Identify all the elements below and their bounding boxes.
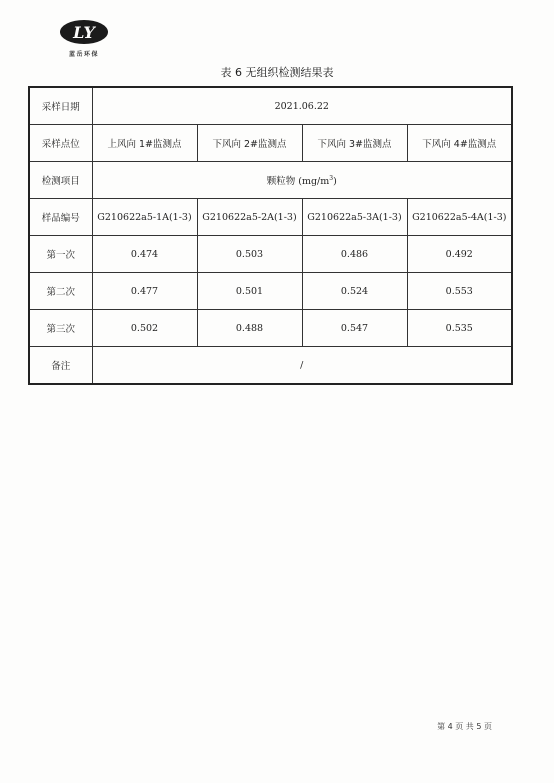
logo-caption: 蓝岳环保 [68, 51, 99, 58]
table-title: 表 6 无组织检测结果表 [220, 66, 334, 79]
company-logo [56, 16, 112, 62]
table-row [29, 125, 512, 162]
sampling-date-label: 采样日期 [29, 87, 92, 125]
result-value: 0.492 [407, 236, 512, 273]
result-value: 0.524 [302, 273, 407, 310]
sampling-point-3: 下风向 3#监测点 [302, 125, 407, 162]
remark-label: 备注 [29, 347, 92, 385]
result-value: 0.502 [92, 310, 197, 347]
result-value: 0.477 [92, 273, 197, 310]
sampling-point-1: 上风向 1#监测点 [92, 125, 197, 162]
sampling-point-label: 采样点位 [29, 125, 92, 162]
row-label: 第三次 [29, 310, 92, 347]
test-item-unit: $(mg/m^3)$ [298, 174, 337, 187]
result-value: 0.501 [197, 273, 302, 310]
table-row [29, 199, 512, 236]
logo-ly-icon [56, 16, 112, 48]
page-number: 第 4 页 共 5 页 [437, 722, 492, 731]
result-value: 0.474 [92, 236, 197, 273]
remark-value: / [92, 347, 512, 385]
table-row [29, 162, 512, 199]
table-row [29, 273, 512, 310]
sample-id-label: 样品编号 [29, 199, 92, 236]
sampling-point-2: 下风向 2#监测点 [197, 125, 302, 162]
result-value: 0.503 [197, 236, 302, 273]
sample-id-2: G210622a5-2A(1-3) [197, 199, 302, 236]
logo-mark: LY [73, 23, 95, 42]
results-table [28, 86, 513, 385]
test-item-value [92, 162, 512, 199]
table-row [29, 87, 512, 125]
result-value: 0.486 [302, 236, 407, 273]
sample-id-1: G210622a5-1A(1-3) [92, 199, 197, 236]
row-label: 第一次 [29, 236, 92, 273]
result-value: 0.553 [407, 273, 512, 310]
result-value: 0.535 [407, 310, 512, 347]
table-row [29, 236, 512, 273]
table-row [29, 347, 512, 385]
result-value: 0.547 [302, 310, 407, 347]
sample-id-3: G210622a5-3A(1-3) [302, 199, 407, 236]
sampling-date-value: 2021.06.22 [92, 87, 512, 125]
sample-id-4: G210622a5-4A(1-3) [407, 199, 512, 236]
row-label: 第二次 [29, 273, 92, 310]
test-item-name: 颗粒物 [266, 176, 296, 187]
sampling-point-4: 下风向 4#监测点 [407, 125, 512, 162]
table-row [29, 310, 512, 347]
result-value: 0.488 [197, 310, 302, 347]
test-item-label: 检测项目 [29, 162, 92, 199]
